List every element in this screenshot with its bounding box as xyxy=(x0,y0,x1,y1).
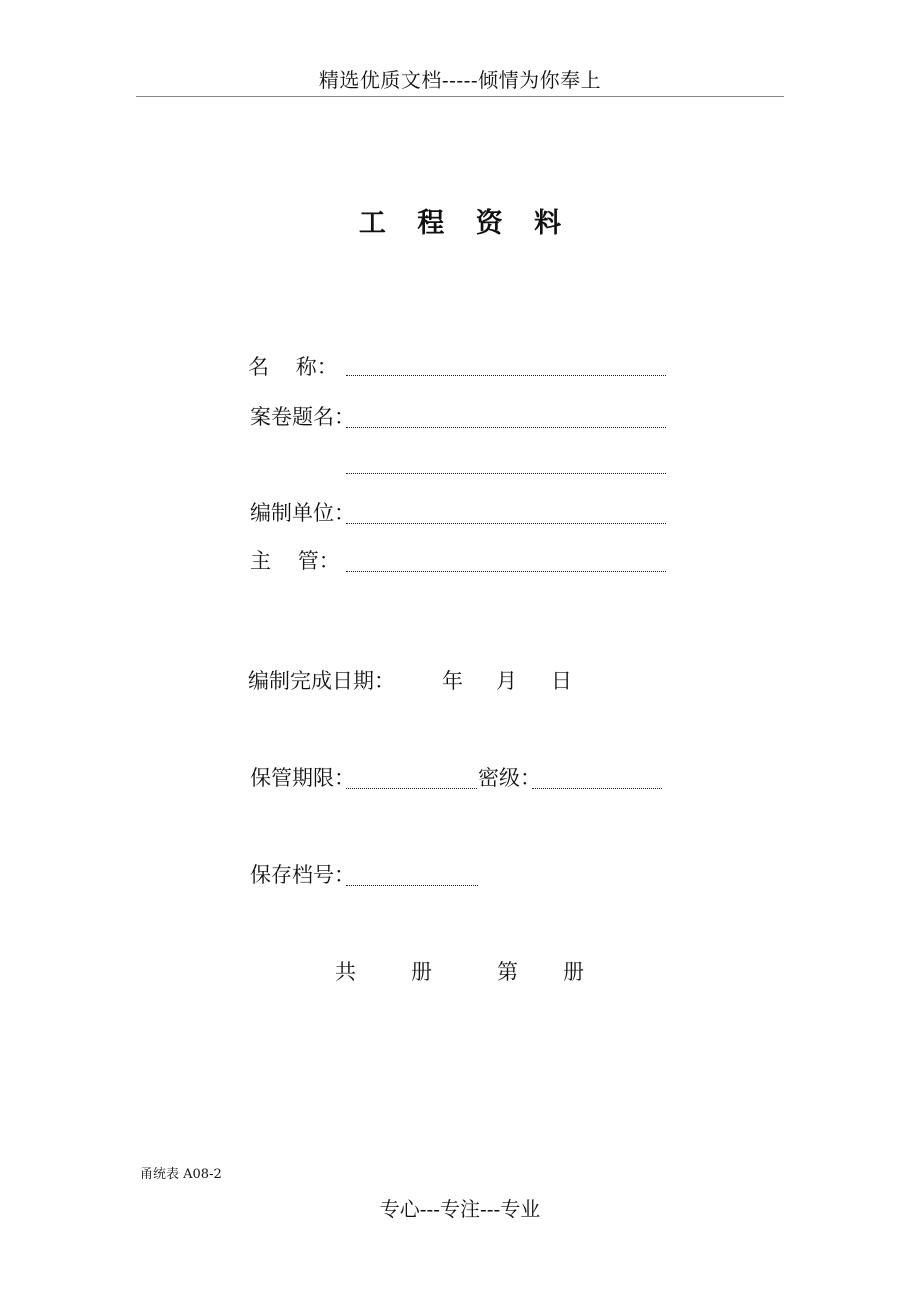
compiler-field-line[interactable] xyxy=(346,523,666,524)
month-label: 月 xyxy=(496,669,517,693)
retention-period-label: 保管期限： xyxy=(250,766,355,790)
file-title-label: 案卷题名： xyxy=(250,405,355,429)
volume-index-prefix: 第 xyxy=(497,960,518,984)
volume-total-prefix: 共 xyxy=(335,960,356,984)
title-char: 料 xyxy=(534,208,562,239)
title-char: 资 xyxy=(475,208,503,239)
name-label: 名 称： xyxy=(248,355,338,379)
file-title-field-line[interactable] xyxy=(346,427,666,428)
volume-index-unit: 册 xyxy=(563,960,584,984)
supervisor-label: 主 管： xyxy=(250,549,340,573)
archive-number-field-line[interactable] xyxy=(346,885,478,886)
compiler-label: 编制单位： xyxy=(250,501,355,525)
security-level-field-line[interactable] xyxy=(532,788,662,789)
file-title-field-line-2[interactable] xyxy=(346,473,666,474)
page-header-text: 精选优质文档-----倾情为你奉上 xyxy=(318,68,602,92)
document-title xyxy=(0,204,920,244)
name-field-line[interactable] xyxy=(346,375,666,376)
form-code: 甬统表 A08-2 xyxy=(140,1167,222,1182)
supervisor-field-line[interactable] xyxy=(346,571,666,572)
header-divider xyxy=(136,96,784,97)
volume-total-unit: 册 xyxy=(411,960,432,984)
security-level-label: 密级： xyxy=(478,766,541,790)
page-footer-text: 专心---专注---专业 xyxy=(379,1197,541,1221)
day-label: 日 xyxy=(551,669,572,693)
completion-date-label: 编制完成日期： xyxy=(248,669,395,693)
title-char: 工 xyxy=(358,208,386,239)
retention-period-field-line[interactable] xyxy=(346,788,477,789)
year-label: 年 xyxy=(442,669,463,693)
title-char: 程 xyxy=(417,208,445,239)
archive-number-label: 保存档号： xyxy=(250,863,355,887)
